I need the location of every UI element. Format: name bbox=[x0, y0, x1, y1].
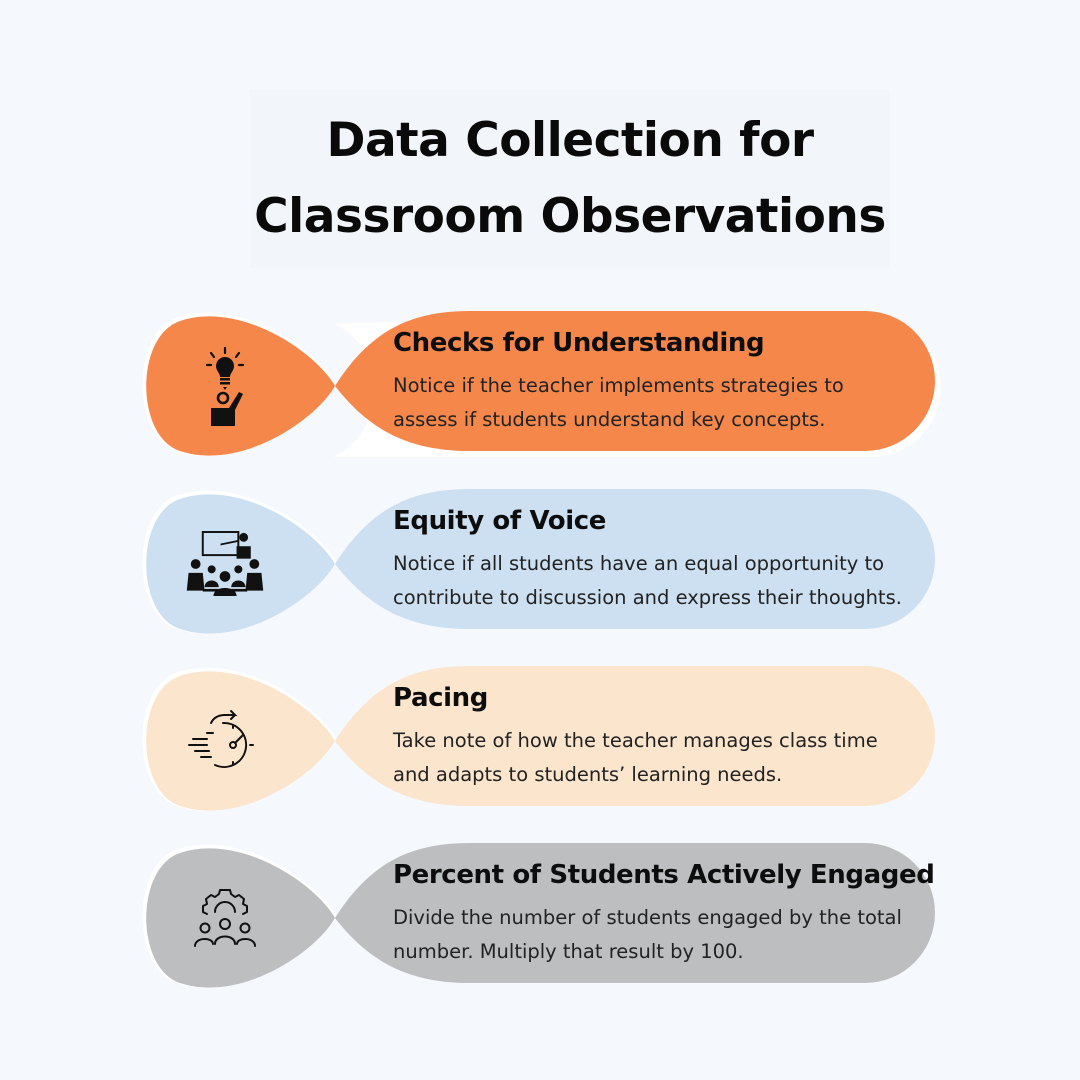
item-description-line: Divide the number of students engaged by the total bbox=[393, 906, 902, 929]
item-text bbox=[393, 680, 933, 792]
title-block bbox=[250, 90, 890, 268]
item-text bbox=[393, 857, 933, 969]
classroom-discussion-icon bbox=[180, 509, 270, 619]
item-description-line: contribute to discussion and express their thoughts. bbox=[393, 586, 902, 609]
team-gear-icon bbox=[180, 863, 270, 973]
page-title-line-2: Classroom Observations bbox=[254, 189, 886, 244]
item-description-line: assess if students understand key concepts. bbox=[393, 408, 826, 431]
item-description-line: and adapts to students’ learning needs. bbox=[393, 763, 783, 786]
item-text bbox=[393, 325, 933, 437]
item-text bbox=[393, 503, 933, 615]
lightbulb-student-icon bbox=[180, 331, 270, 441]
item-card-percent-engaged bbox=[140, 843, 940, 993]
item-description bbox=[393, 724, 933, 792]
item-card-pacing bbox=[140, 666, 940, 816]
item-description-line: Take note of how the teacher manages class time bbox=[393, 729, 878, 752]
item-description-line: Notice if the teacher implements strategies to bbox=[393, 374, 844, 397]
item-description-line: Notice if all students have an equal opportunity to bbox=[393, 552, 885, 575]
item-card-checks-for-understanding bbox=[140, 311, 940, 461]
fast-clock-icon bbox=[180, 686, 270, 796]
item-description-line: number. Multiply that result by 100. bbox=[393, 940, 744, 963]
item-description bbox=[393, 369, 933, 437]
item-heading: Equity of Voice bbox=[393, 506, 606, 536]
item-card-equity-of-voice bbox=[140, 489, 940, 639]
item-heading: Percent of Students Actively Engaged bbox=[393, 860, 935, 890]
item-heading: Checks for Understanding bbox=[393, 328, 765, 358]
item-description bbox=[393, 901, 933, 969]
item-heading: Pacing bbox=[393, 683, 488, 713]
page-title-line-1: Data Collection for bbox=[326, 113, 814, 168]
item-description bbox=[393, 547, 933, 615]
